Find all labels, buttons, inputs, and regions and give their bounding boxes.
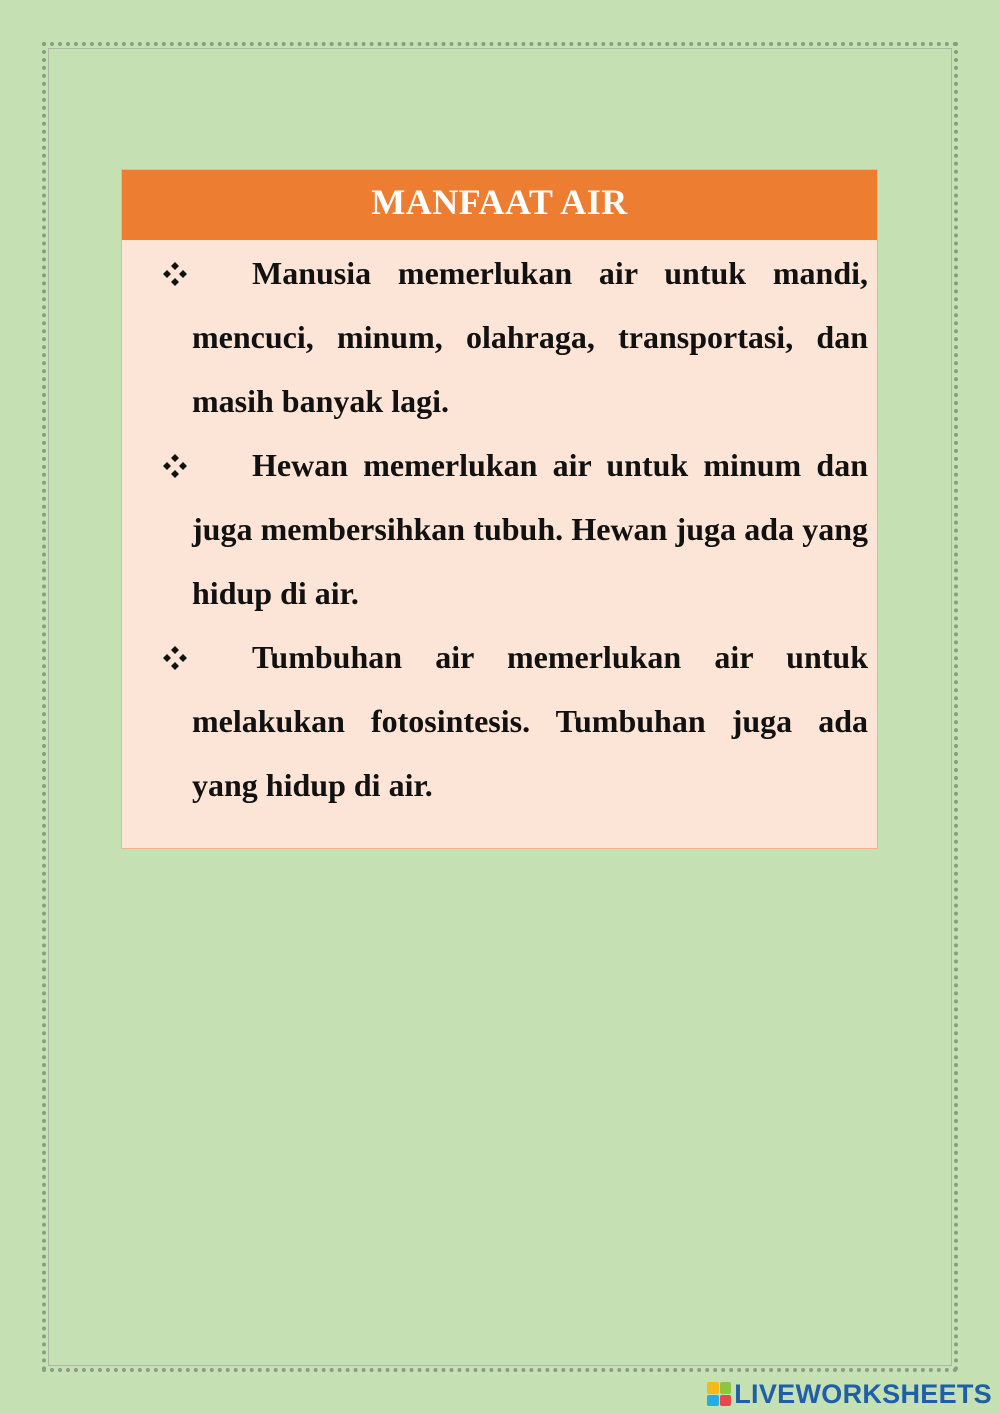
list-item <box>162 433 868 625</box>
list-item-text: Tumbuhan air memerlukan air untuk melakukan fotosintesis. Tumbuhan juga ada yang hidup di air. <box>192 639 868 803</box>
content-box <box>121 169 878 849</box>
list-item-text: Manusia memerlukan air untuk mandi, mencuci, minum, olahraga, transportasi, dan masih banyak lagi. <box>192 255 868 419</box>
list-item <box>162 625 868 817</box>
four-diamond-icon <box>162 625 192 689</box>
page-title: MANFAAT AIR <box>371 182 628 222</box>
liveworksheets-logo-icon <box>707 1382 731 1406</box>
title-bar <box>122 170 877 240</box>
list-item-text: Hewan memerlukan air untuk minum dan juga membersihkan tubuh. Hewan juga ada yang hidup di air. <box>192 447 868 611</box>
watermark <box>707 1379 992 1409</box>
four-diamond-icon <box>162 241 192 305</box>
watermark-text: LIVEWORKSHEETS <box>734 1378 992 1409</box>
list-item <box>162 241 868 433</box>
four-diamond-icon <box>162 433 192 497</box>
bullet-list <box>162 241 868 817</box>
